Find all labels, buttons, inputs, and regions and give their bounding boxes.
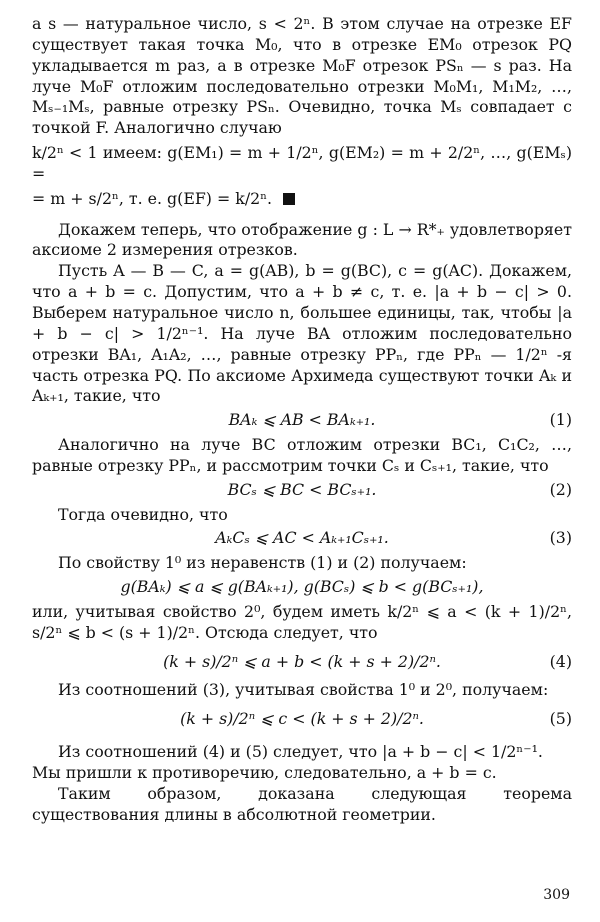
paragraph-2 <box>32 220 572 262</box>
paragraph-10-text: Мы пришли к противоречию, следовательно, a + b = c. <box>32 763 497 782</box>
equation-3 <box>32 528 572 549</box>
equation-3-number: (3) <box>549 528 572 548</box>
paragraph-11-text: Таким образом, доказана следующая теорема существования длины в абсолютной геометрии. <box>32 783 572 824</box>
paragraph-8 <box>32 680 572 701</box>
equation-1-number: (1) <box>549 410 572 430</box>
paragraph-3-text: Пусть A — B — C, a = g(AB), b = g(BC), c = g(AC). Докажем, что a + b = c. Допустим, что a + b ≠ c, т. е. |a + b − c| > 0. Выберем натуральное число n, большее единицы, так, чтобы |a + b − c| > 1/2ⁿ⁻¹. На луче BA отложим последовательно отрезки BA₁, A₁A₂, …, равные отрезку PPₙ, где PPₙ — 1/2ⁿ -я часть отрезка PQ. По аксиоме Архимеда существуют точки Aₖ и Aₖ₊₁, такие, что <box>32 261 572 406</box>
equation-5 <box>32 709 572 730</box>
paragraph-1-formula-line <box>32 143 572 185</box>
paragraph-7 <box>32 602 572 644</box>
paragraph-2-text: Докажем теперь, что отображение g : L → R*₊ удовлетворяет аксиоме 2 измерения отрезков. <box>32 219 572 260</box>
equation-5-body: (k + s)/2ⁿ ⩽ c < (k + s + 2)/2ⁿ. <box>180 709 424 729</box>
equation-3-body: AₖCₛ ⩽ AC < Aₖ₊₁Cₛ₊₁. <box>215 528 389 548</box>
paragraph-4-text: Аналогично на луче BC отложим отрезки BC₁, C₁C₂, …, равные отрезку PPₙ, и рассмотрим точки Cₛ и Cₛ₊₁, такие, что <box>32 435 572 475</box>
paragraph-5-text: Тогда очевидно, что <box>58 504 228 524</box>
paragraph-11 <box>32 784 572 826</box>
equation-1-body: BAₖ ⩽ AB < BAₖ₊₁. <box>228 410 376 430</box>
page-body <box>32 14 572 826</box>
paragraph-4 <box>32 435 572 477</box>
equation-4-body: (k + s)/2ⁿ ⩽ a + b < (k + s + 2)/2ⁿ. <box>163 651 441 671</box>
formula-line-2: = m + s/2ⁿ, т. е. g(EF) = k/2ⁿ. <box>32 188 273 208</box>
equation-2 <box>32 480 572 501</box>
paragraph-6-text: По свойству 1⁰ из неравенств (1) и (2) получаем: <box>58 553 467 573</box>
equation-g <box>32 577 572 598</box>
paragraph-1-formula-line-2 <box>32 189 572 210</box>
paragraph-9-text: Из соотношений (4) и (5) следует, что |a + b − c| < 1/2ⁿ⁻¹. <box>58 742 543 762</box>
equation-1 <box>32 410 572 431</box>
paragraph-3 <box>32 261 572 407</box>
equation-4 <box>32 652 572 673</box>
paragraph-7-text: или, учитывая свойство 2⁰, будем иметь k/2ⁿ ⩽ a < (k + 1)/2ⁿ, s/2ⁿ ⩽ b < (s + 1)/2ⁿ. Отсюда следует, что <box>32 601 572 642</box>
qed-square-icon <box>283 193 295 205</box>
equation-2-body: BCₛ ⩽ BC < BCₛ₊₁. <box>227 479 377 499</box>
equation-4-number: (4) <box>549 651 572 671</box>
paragraph-9 <box>32 742 572 763</box>
equation-5-number: (5) <box>549 709 572 729</box>
paragraph-10 <box>32 763 572 784</box>
equation-2-number: (2) <box>549 479 572 499</box>
paragraph-1 <box>32 14 572 139</box>
paragraph-8-text: Из соотношений (3), учитывая свойства 1⁰ и 2⁰, получаем: <box>58 680 549 700</box>
paragraph-5 <box>32 505 572 526</box>
equation-g-body: g(BAₖ) ⩽ a ⩽ g(BAₖ₊₁), g(BCₛ) ⩽ b < g(BCₛ₊₁), <box>120 577 484 597</box>
paragraph-6 <box>32 553 572 574</box>
formula-line-1: k/2ⁿ < 1 имеем: g(EM₁) = m + 1/2ⁿ, g(EM₂) = m + 2/2ⁿ, …, g(EMₛ) = <box>32 143 572 183</box>
page-number: 309 <box>543 887 570 903</box>
paragraph-1-text: a s — натуральное число, s < 2ⁿ. В этом случае на отрезке EF существует такая точка M₀, что в отрезке EM₀ отрезок PQ укладывается m раз, а в отрезке M₀F отрезок PSₙ — s раз. На луче M₀F отложим последовательно отрезки M₀M₁, M₁M₂, …, Mₛ₋₁Mₛ, равные отрезку PSₙ. Очевидно, точка Mₛ совпадает с точкой F. Аналогично случаю <box>32 14 572 138</box>
